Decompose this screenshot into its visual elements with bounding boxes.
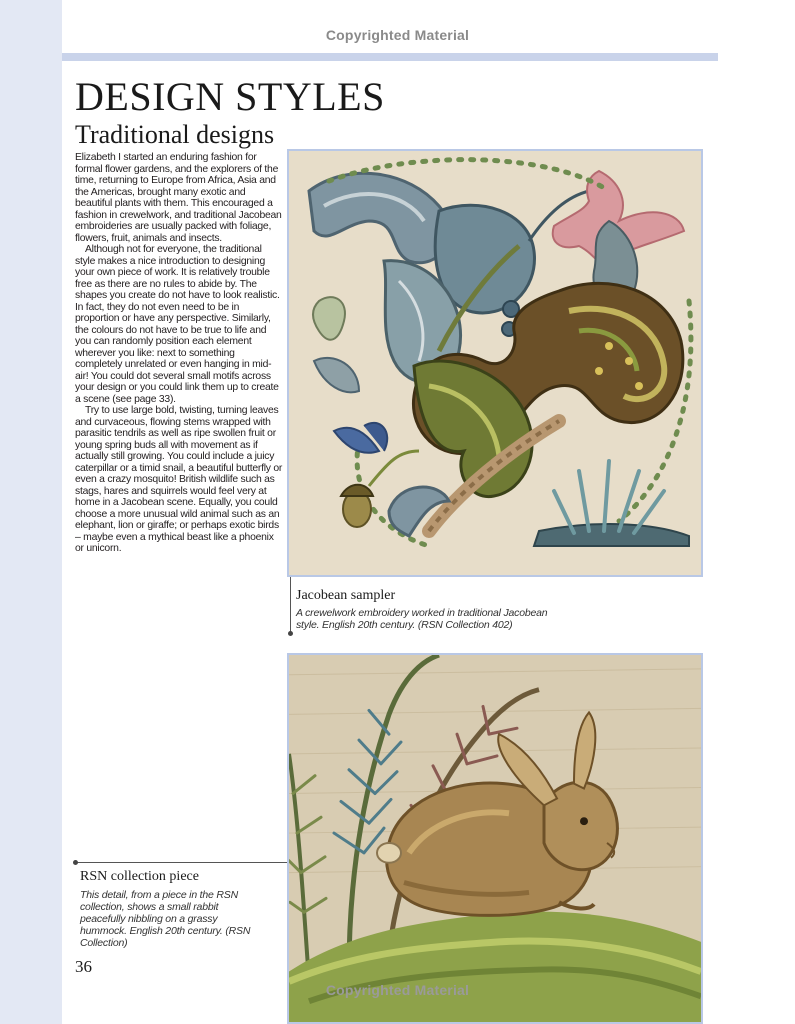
jacobean-sampler-photo [287, 149, 703, 577]
caption-title: Jacobean sampler [296, 588, 396, 603]
watermark-top: Copyrighted Material [325, 27, 470, 43]
jacobean-embroidery-illustration [289, 151, 701, 575]
caption-leader-line [290, 577, 291, 633]
caption-leader-line [75, 862, 287, 863]
paragraph: Elizabeth I started an enduring fashion for formal flower gardens, and the explorers of the time, returning to Europe from Africa, Asia and the Americas, brought many exotic and beautiful plants with them. This encouraged a fashion in crewelwork, and traditional Jacobean embroideries are usually packed with foliage, flowers, fruit, animals and insects. [75, 152, 282, 244]
page-title: DESIGN STYLES [75, 74, 385, 119]
caption-bullet [73, 860, 78, 865]
paragraph: Although not for everyone, the traditional style makes a nice introduction to designing your own piece of work. It is relatively trouble free as there are no rules to abide by. The shapes you create do not have to look realistic. In fact, they do not even need to be in proportion or have any perspective. Similarly, the colours do not have to be true to life and you can randomly position each element wherever you like: next to something completely unrelated or even hanging in mid-air! You could dot several small motifs across your design or you could link them up to create a scene (see page 33). [75, 244, 280, 405]
watermark-bottom: Copyrighted Material [325, 982, 470, 998]
caption-title: RSN collection piece [80, 869, 199, 884]
caption-bullet [288, 631, 293, 636]
left-margin-band [0, 0, 62, 1024]
caption-text: This detail, from a piece in the RSN collection, shows a small rabbit peacefully nibbling on a grassy hummock. English 20th century. (RSN Collection) [80, 889, 251, 949]
rabbit-embroidery-photo [287, 653, 703, 1024]
paragraph: Try to use large bold, twisting, turning leaves and curvaceous, flowing stems wrapped with parasitic tendrils as well as ripe swollen fruit or young spring buds all with movement as if actually still growing. You could include a juicy caterpillar or a timid snail, a beautiful butterfly or even a crazy mosquito! British wildlife such as stags, hares and squirrels would feel very at home in a Jacobean scene. Equally, you could choose a more unusual wild animal such as an elephant, lion or giraffe; or perhaps exotic birds – maybe even a mythical beast like a phoenix or unicorn. [75, 405, 283, 554]
section-subtitle: Traditional designs [75, 120, 275, 149]
page-number: 36 [75, 957, 92, 976]
body-text [75, 152, 283, 555]
rabbit-embroidery-illustration [289, 655, 701, 1022]
top-accent-band [62, 53, 718, 61]
caption-text: A crewelwork embroidery worked in traditional Jacobean style. English 20th century. (RSN Collection 402) [296, 607, 548, 631]
